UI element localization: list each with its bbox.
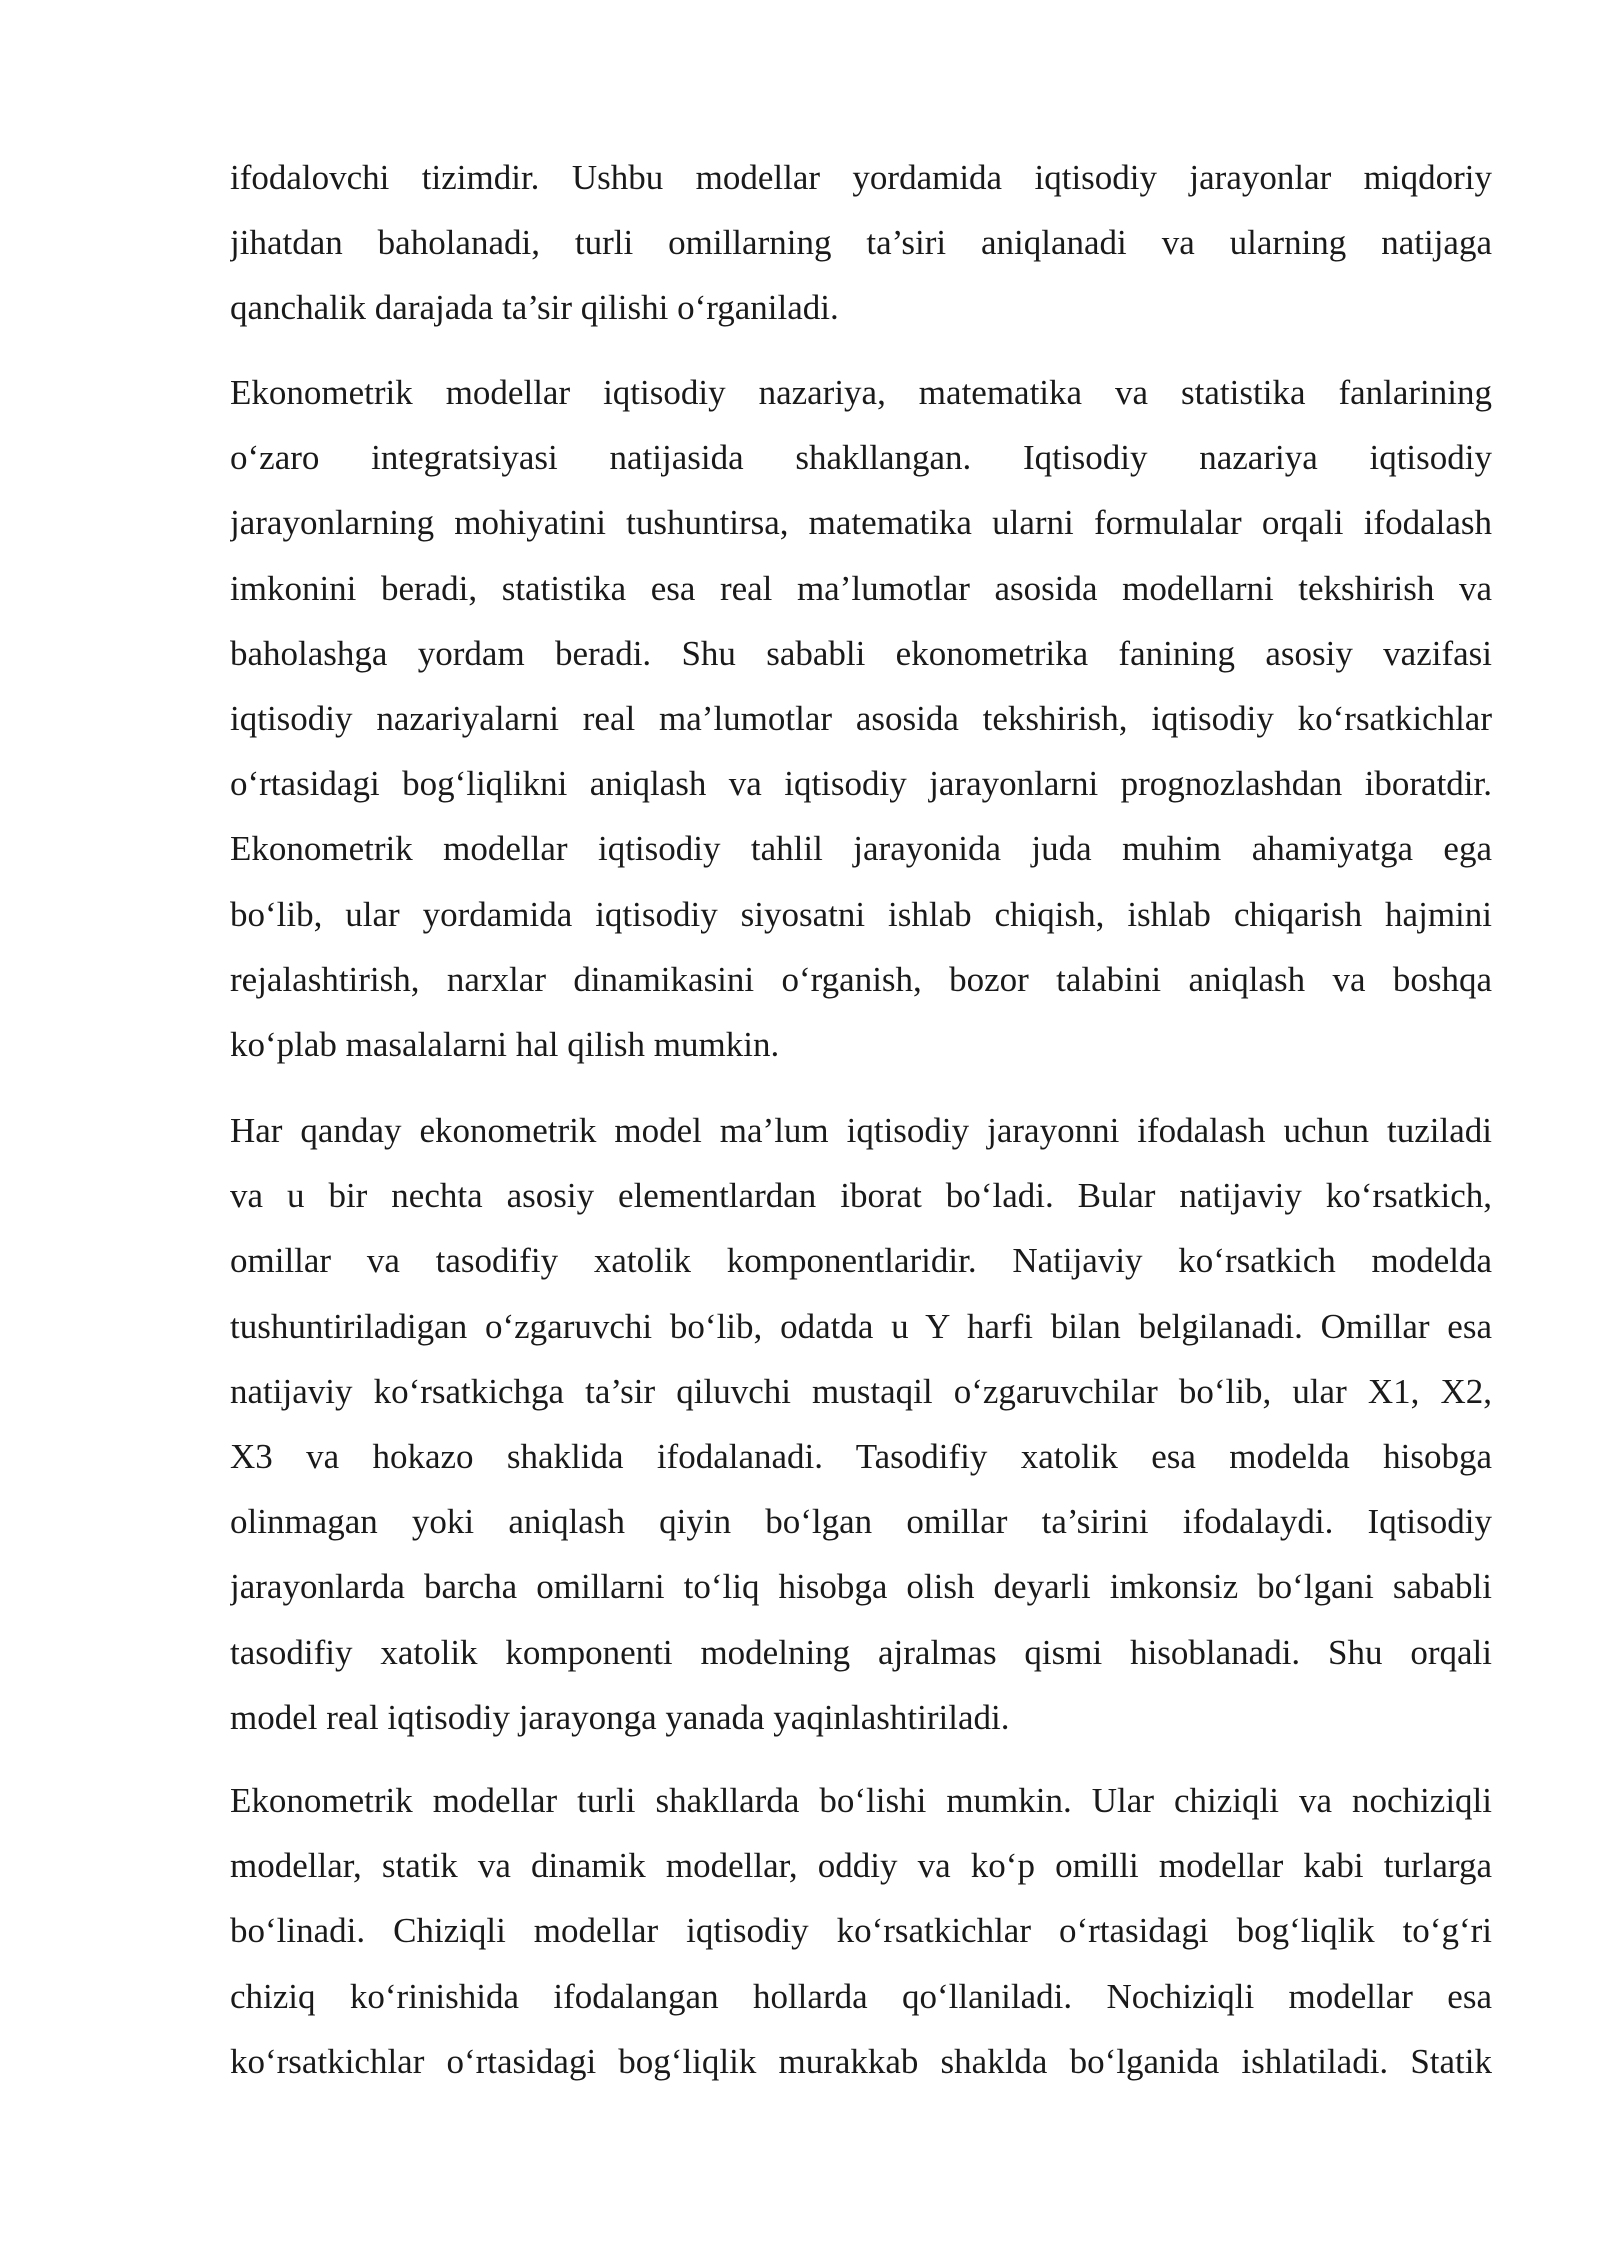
text-line: ko‘plab masalalarni hal qilish mumkin. [230, 1024, 780, 1064]
text-line: jarayonlarda barcha omillarni to‘liq hisobga olish deyarli imkonsiz bo‘lgani sababli [230, 1567, 1492, 1607]
text-line: chiziq ko‘rinishida ifodalangan hollarda qo‘llaniladi. Nochiziqli modellar esa [230, 1976, 1492, 2016]
text-line: bo‘lib, ular yordamida iqtisodiy siyosatni ishlab chiqish, ishlab chiqarish hajmini [230, 894, 1492, 934]
text-line: va u bir nechta asosiy elementlardan iborat bo‘ladi. Bular natijaviy ko‘rsatkich, [230, 1176, 1492, 1216]
text-line: baholashga yordam beradi. Shu sababli ekonometrika fanining asosiy vazifasi [230, 633, 1492, 673]
paragraph [230, 1098, 1492, 1750]
text-line: ifodalovchi tizimdir. Ushbu modellar yordamida iqtisodiy jarayonlar miqdoriy [230, 158, 1492, 197]
text-line: omillar va tasodifiy xatolik komponentlaridir. Natijaviy ko‘rsatkich modelda [230, 1241, 1492, 1281]
text-line: jarayonlarning mohiyatini tushuntirsa, matematika ularni formulalar orqali ifodalash [230, 503, 1492, 543]
text-line: rejalashtirish, narxlar dinamikasini o‘rganish, bozor talabini aniqlash va boshqa [230, 959, 1492, 999]
paragraph [230, 145, 1492, 341]
text-line: jihatdan baholanadi, turli omillarning ta’siri aniqlanadi va ularning natijaga [230, 223, 1492, 263]
text-line: model real iqtisodiy jarayonga yanada yaqinlashtiriladi. [230, 1697, 1010, 1737]
text-line: natijaviy ko‘rsatkichga ta’sir qiluvchi mustaqil o‘zgaruvchilar bo‘lib, ular X1, X2, [230, 1371, 1492, 1411]
text-line: X3 va hokazo shaklida ifodalanadi. Tasodifiy xatolik esa modelda hisobga [230, 1436, 1492, 1476]
text-line: o‘rtasidagi bog‘liqlikni aniqlash va iqtisodiy jarayonlarni prognozlashdan iboratdir. [230, 764, 1492, 804]
text-line: imkonini beradi, statistika esa real ma’lumotlar asosida modellarni tekshirish va [230, 568, 1492, 608]
text-line: olinmagan yoki aniqlash qiyin bo‘lgan omillar ta’sirini ifodalaydi. Iqtisodiy [230, 1502, 1492, 1542]
text-line: iqtisodiy nazariyalarni real ma’lumotlar asosida tekshirish, iqtisodiy ko‘rsatkichlar [230, 698, 1492, 738]
text-line: ko‘rsatkichlar o‘rtasidagi bog‘liqlik murakkab shaklda bo‘lganida ishlatiladi. Statik [230, 2041, 1492, 2081]
text-line: Ekonometrik modellar iqtisodiy tahlil jarayonida juda muhim ahamiyatga ega [230, 829, 1492, 869]
text-line: Har qanday ekonometrik model ma’lum iqtisodiy jarayonni ifodalash uchun tuziladi [230, 1111, 1492, 1150]
text-line: modellar, statik va dinamik modellar, oddiy va ko‘p omilli modellar kabi turlarga [230, 1846, 1492, 1886]
text-line: Ekonometrik modellar turli shakllarda bo‘lishi mumkin. Ular chiziqli va nochiziqli [230, 1781, 1492, 1820]
text-line: tushuntiriladigan o‘zgaruvchi bo‘lib, odatda u Y harfi bilan belgilanadi. Omillar esa [230, 1306, 1492, 1346]
text-line: o‘zaro integratsiyasi natijasida shakllangan. Iqtisodiy nazariya iqtisodiy [230, 438, 1492, 478]
text-line: qanchalik darajada ta’sir qilishi o‘rganiladi. [230, 288, 839, 328]
text-line: tasodifiy xatolik komponenti modelning ajralmas qismi hisoblanadi. Shu orqali [230, 1632, 1492, 1672]
paragraph [230, 1768, 1492, 2094]
paragraph [230, 360, 1492, 1077]
text-line: bo‘linadi. Chiziqli modellar iqtisodiy ko‘rsatkichlar o‘rtasidagi bog‘liqlik to‘g‘ri [230, 1911, 1492, 1951]
text-line: Ekonometrik modellar iqtisodiy nazariya, matematika va statistika fanlarining [230, 373, 1492, 412]
